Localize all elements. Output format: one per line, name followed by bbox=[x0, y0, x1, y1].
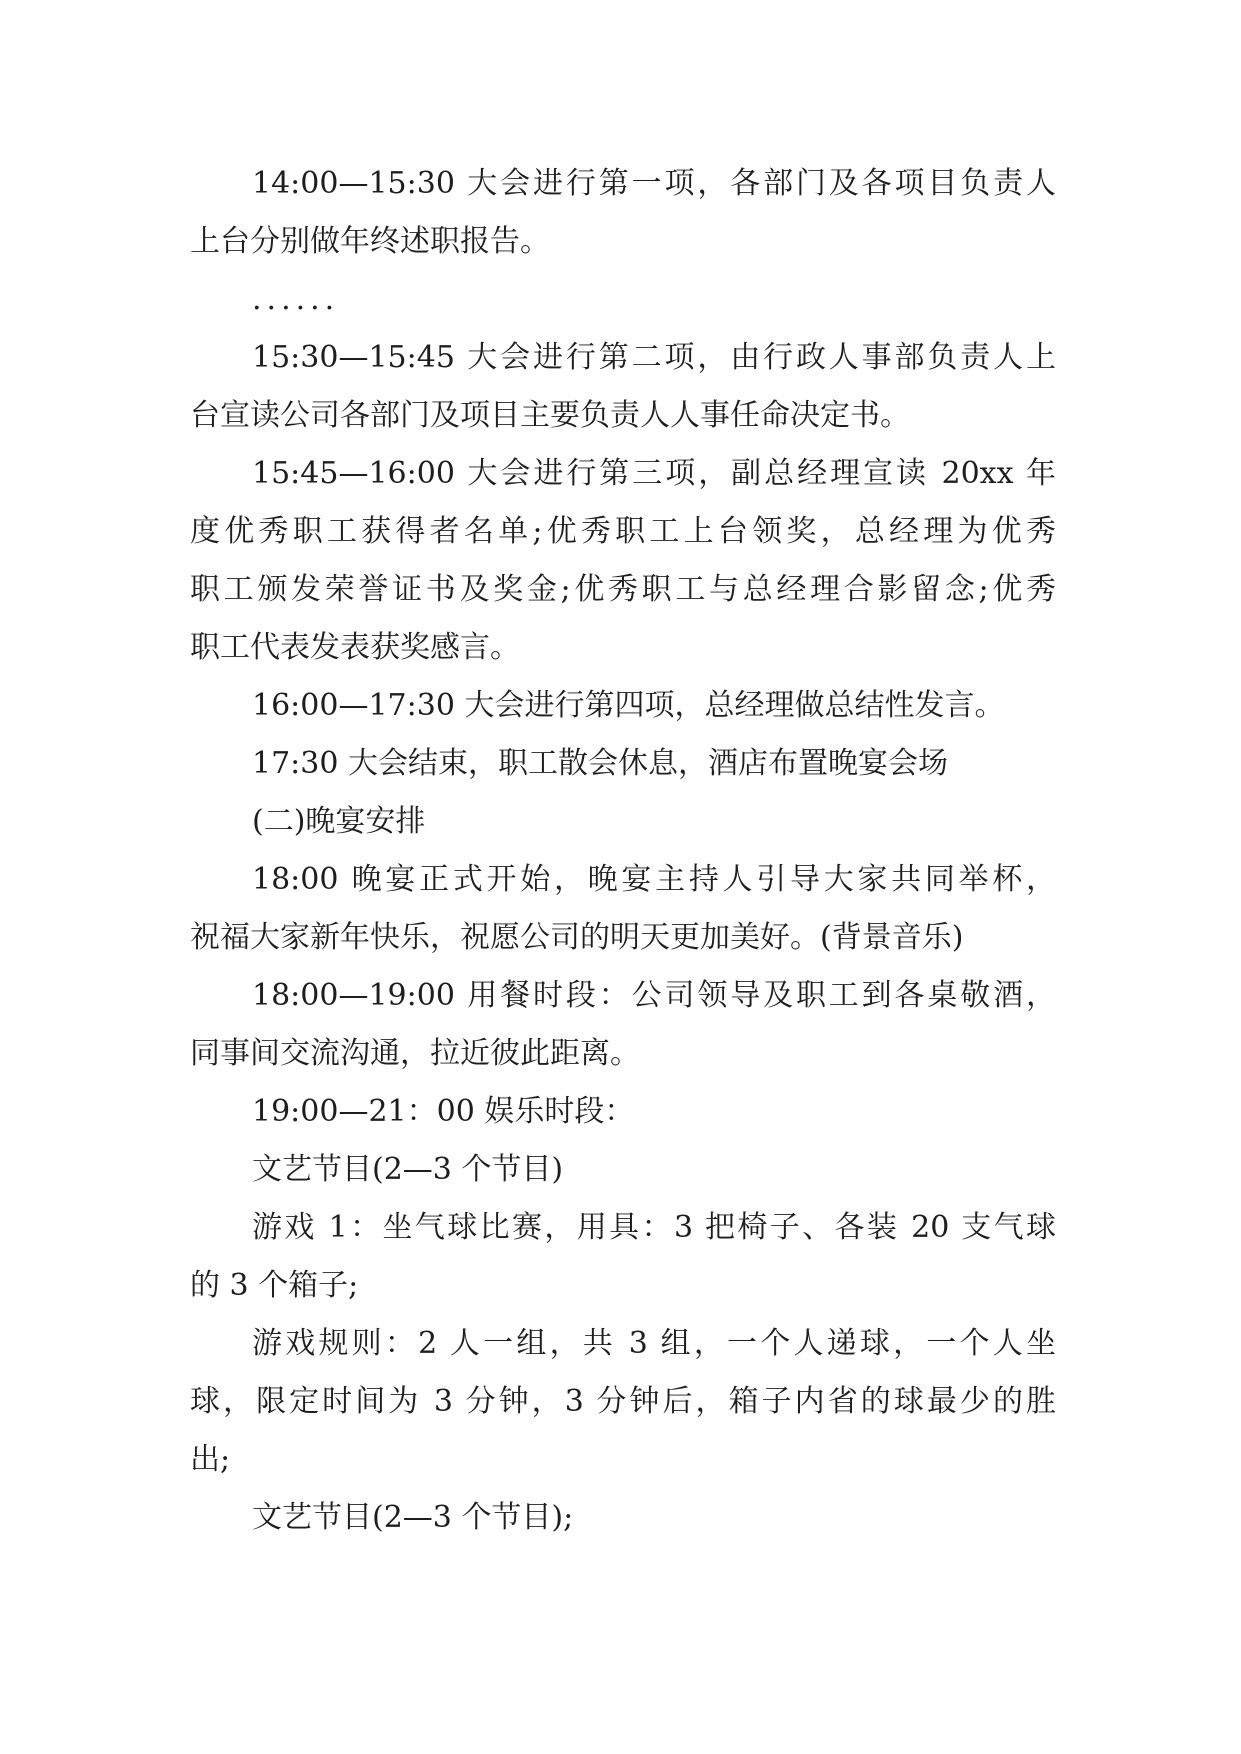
text-line: 的 3 个箱子; bbox=[190, 1268, 359, 1303]
text-line: 19:00—21：00 娱乐时段： bbox=[252, 1094, 635, 1129]
text-line: 球，限定时间为 3 分钟，3 分钟后，箱子内省的球最少的胜 bbox=[190, 1384, 1056, 1419]
text-line: 文艺节目(2—3 个节目) bbox=[252, 1152, 564, 1187]
text-line: 文艺节目(2—3 个节目); bbox=[252, 1500, 574, 1535]
paragraph-game-rules bbox=[190, 1315, 1056, 1489]
text-line: 同事间交流沟通，拉近彼此距离。 bbox=[190, 1036, 640, 1071]
text-line: 15:45—16:00 大会进行第三项，副总经理宣读 20xx 年 bbox=[252, 456, 1056, 491]
section-heading: (二)晚宴安排 bbox=[252, 804, 426, 839]
paragraph-performance-1 bbox=[190, 1141, 1056, 1199]
text-line: 17:30 大会结束，职工散会休息，酒店布置晚宴会场 bbox=[252, 746, 948, 781]
text-line: 游戏规则：2 人一组，共 3 组，一个人递球，一个人坐 bbox=[252, 1326, 1056, 1361]
text-line: 台宣读公司各部门及项目主要负责人人事任命决定书。 bbox=[190, 398, 910, 433]
paragraph-meeting-item-4 bbox=[190, 677, 1056, 735]
paragraph-performance-2 bbox=[190, 1489, 1056, 1547]
ellipsis-line: ...... bbox=[252, 282, 340, 317]
text-line: 游戏 1：坐气球比赛，用具：3 把椅子、各装 20 支气球 bbox=[252, 1210, 1056, 1245]
document-page bbox=[190, 155, 1056, 1547]
text-line: 职工代表发表获奖感言。 bbox=[190, 630, 520, 665]
text-line: 出; bbox=[190, 1442, 231, 1477]
text-line: 18:00—19:00 用餐时段：公司领导及职工到各桌敬酒， bbox=[252, 978, 1056, 1013]
paragraph-game-1 bbox=[190, 1199, 1056, 1315]
text-line: 职工颁发荣誉证书及奖金;优秀职工与总经理合影留念;优秀 bbox=[190, 572, 1056, 607]
section-heading-banquet bbox=[190, 793, 1056, 851]
text-line: 度优秀职工获得者名单;优秀职工上台领奖，总经理为优秀 bbox=[190, 514, 1056, 549]
paragraph-dining bbox=[190, 967, 1056, 1083]
paragraph-ellipsis bbox=[190, 271, 1056, 329]
text-line: 15:30—15:45 大会进行第二项，由行政人事部负责人上 bbox=[252, 340, 1056, 375]
text-line: 16:00—17:30 大会进行第四项，总经理做总结性发言。 bbox=[252, 688, 1005, 723]
paragraph-banquet-start bbox=[190, 851, 1056, 967]
paragraph-entertainment bbox=[190, 1083, 1056, 1141]
paragraph-meeting-item-1 bbox=[190, 155, 1056, 271]
text-line: 上台分别做年终述职报告。 bbox=[190, 224, 550, 259]
text-line: 14:00—15:30 大会进行第一项，各部门及各项目负责人 bbox=[252, 166, 1056, 201]
text-line: 祝福大家新年快乐，祝愿公司的明天更加美好。(背景音乐) bbox=[190, 920, 964, 955]
paragraph-meeting-item-2 bbox=[190, 329, 1056, 445]
text-line: 18:00 晚宴正式开始，晚宴主持人引导大家共同举杯， bbox=[252, 862, 1056, 897]
paragraph-meeting-end bbox=[190, 735, 1056, 793]
paragraph-meeting-item-3 bbox=[190, 445, 1056, 677]
